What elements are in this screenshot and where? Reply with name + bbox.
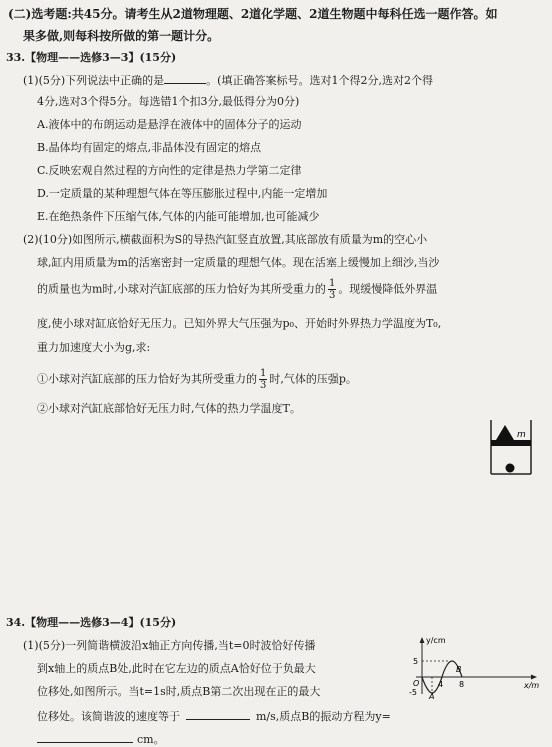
q33-option-a: A.液体中的布朗运动是悬浮在液体中的固体分子的运动 (37, 118, 302, 131)
q33-part1-line-1 (23, 73, 433, 86)
point-b-label: B (456, 665, 462, 674)
x-axis-arrow (531, 675, 537, 680)
x-tick-4: 4 (438, 680, 444, 689)
cylinder-figure (488, 418, 534, 476)
x-tick-8: 8 (459, 680, 465, 689)
q34-title: 34.【物理——选修3—4】(15分) (6, 616, 177, 629)
q33-title: 33.【物理——选修3—3】(15分) (6, 51, 177, 64)
origin-label: O (413, 679, 420, 688)
sand-pile (496, 425, 514, 440)
answer-blank-speed (186, 709, 250, 720)
section-header-line-1: (二)选考题:共45分。请考生从2道物理题、2道化学题、2道生物题中每科任选一题作答。如 (8, 7, 498, 21)
q33-sub-question-1: ①小球对汽缸底部的压力恰好为其所受重力的 $\frac{1}{3}$ 时,气体的压强p。 (37, 368, 357, 391)
y-axis-arrow (420, 637, 425, 643)
q33-option-c: C.反映宏观自然过程的方向性的定律是热力学第二定律 (37, 164, 302, 177)
hollow-ball (506, 464, 515, 473)
q33-option-d: D.一定质量的某种理想气体在等压膨胀过程中,内能一定增加 (37, 187, 328, 200)
wave-graph (400, 634, 540, 701)
q33-part1-line-2: 4分,选对3个得5分。每选错1个扣3分,最低得分为0分) (37, 95, 300, 108)
q33-option-e: E.在绝热条件下压缩气体,气体的内能可能增加,也可能减少 (37, 210, 320, 223)
answer-blank (164, 73, 206, 84)
q33-part1-stem: (1)(5分)下列说法中正确的是 (23, 74, 165, 87)
q33-part2-line-4: 度,使小球对缸底恰好无压力。已知外界大气压强为p₀、开始时外界热力学温度为T₀, (37, 317, 442, 330)
point-a-label: A (429, 692, 435, 701)
q34-line-4: 位移处。该简谐波的速度等于 m/s,质点B的振动方程为y= (37, 710, 391, 723)
answer-blank-equation (37, 732, 133, 743)
q34-line-1: (1)(5分)一列简谐横波沿x轴正方向传播,当t=0时波恰好传播 (23, 639, 316, 652)
q34-line-5: cm。 (37, 732, 165, 745)
x-axis-label: x/m (524, 681, 540, 690)
y-tick-negative: -5 (409, 688, 417, 697)
section-header-line-2: 果多做,则每科按所做的第一题计分。 (23, 29, 220, 43)
q33-part2-line-1: (2)(10分)如图所示,横截面积为S的导热汽缸竖直放置,其底部放有质量为m的空心小 (23, 233, 428, 246)
q33-part1-instruction: 。(填正确答案标号。选对1个得2分,选对2个得 (206, 74, 433, 87)
y-axis-label: y/cm (426, 636, 446, 645)
q33-option-b: B.晶体均有固定的熔点,非晶体没有固定的熔点 (37, 141, 262, 154)
mass-label: m (517, 430, 526, 440)
q33-part2-line-3: 的质量也为m时,小球对汽缸底部的压力恰好为其所受重力的 $\frac{1}{3}$ 。现缓慢降低外界温 (37, 278, 438, 301)
q34-line-3: 位移处,如图所示。当t=1s时,质点B第二次出现在正的最大 (37, 685, 321, 698)
q33-sub-question-2: ②小球对汽缸底部恰好无压力时,气体的热力学温度T。 (37, 402, 301, 415)
piston (491, 440, 531, 446)
q34-line-2: 到x轴上的质点B处,此时在它左边的质点A恰好位于负最大 (37, 662, 316, 675)
y-tick-positive: 5 (413, 657, 419, 666)
q33-part2-line-2: 球,缸内用质量为m的活塞密封一定质量的理想气体。现在活塞上缓慢加上细沙,当沙 (37, 256, 440, 269)
fraction-one-third: $\frac{1}{3}$ (328, 278, 336, 301)
q33-part2-line-5: 重力加速度大小为g,求: (37, 341, 151, 354)
fraction-one-third-2: $\frac{1}{3}$ (260, 368, 267, 391)
